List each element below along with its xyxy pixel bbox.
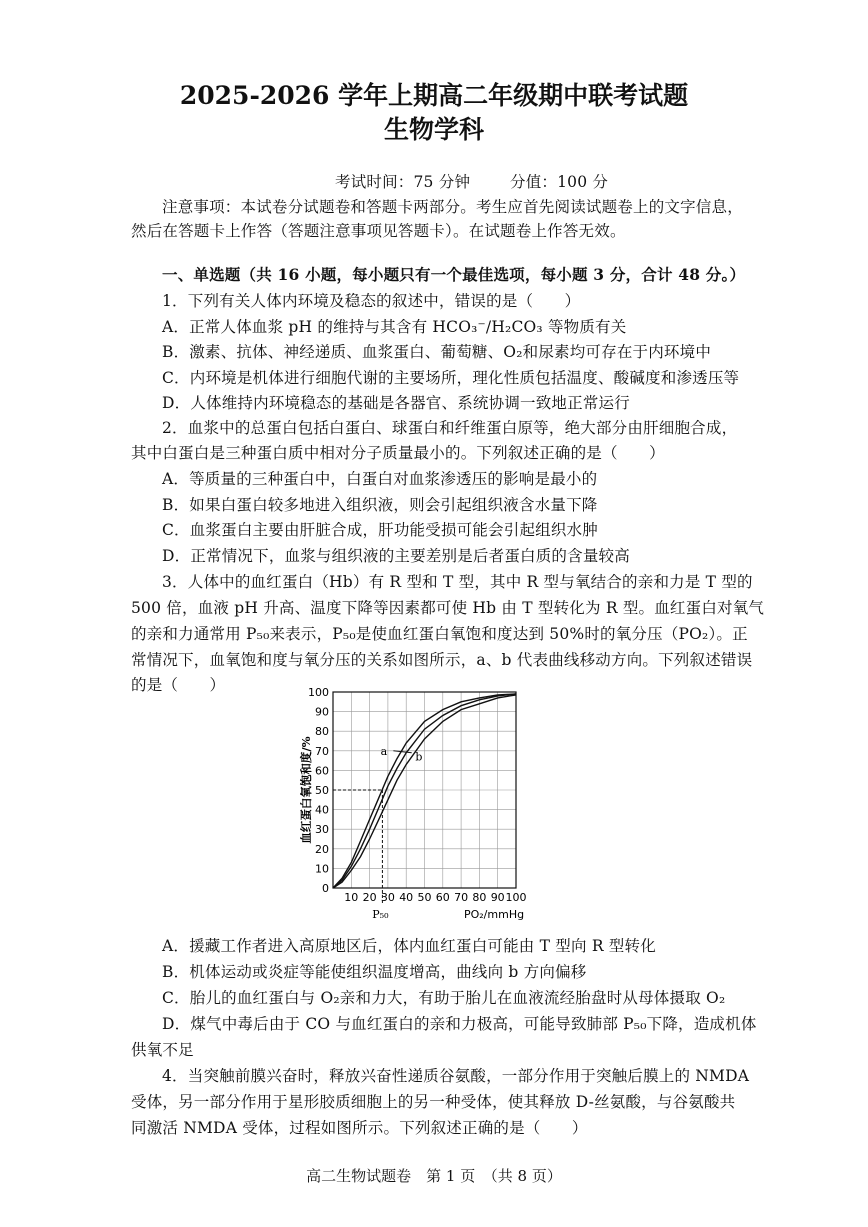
q3-option-d-1: D．煤气中毒后由于 CO 与血红蛋白的亲和力极高，可能导致肺部 P₅₀下降，造成机体 [162,1015,757,1033]
x-tick-label: 70 [454,891,469,904]
x-tick-label: 90 [490,891,505,904]
y-tick-label: 100 [308,686,329,699]
q3-stem-3: 的亲和力通常用 P₅₀来表示，P₅₀是使血红蛋白氧饱和度达到 50%时的氧分压（PO₂）。正 [131,625,748,643]
q1-option-d: D．人体维持内环境稳态的基础是各器官、系统协调一致地正常运行 [162,394,630,412]
page-footer: 高二生物试题卷 第 1 页 （共 8 页） [306,1167,562,1185]
x-tick-label: 50 [417,891,432,904]
q4-stem-3: 同激活 NMDA 受体，过程如图所示。下列叙述正确的是（ ） [131,1119,588,1137]
x-tick-label: 10 [344,891,359,904]
y-tick-label: 40 [315,803,329,817]
curve-label-a: a [380,744,388,758]
oxygen-dissociation-chart [296,684,536,924]
x-tick-label: 20 [362,891,377,904]
y-tick-label: 30 [315,823,329,837]
q3-option-a: A．援藏工作者进入高原地区后，体内血红蛋白可能由 T 型向 R 型转化 [162,937,656,955]
y-axis-label: 血红蛋白氧饱和度/% [299,736,313,844]
exam-time: 考试时间：75 分钟 [335,173,471,191]
subject-title: 生物学科 [383,115,484,144]
x-tick-label: 100 [505,891,527,904]
curve-label-b: b [415,750,423,764]
notice-line-1: 注意事项：本试卷分试题卷和答题卡两部分。考生应首先阅读试题卷上的文字信息， [162,198,743,216]
section-heading: 一、单选题（共 16 小题，每小题只有一个最佳选项，每小题 3 分，合计 48 分。） [162,265,746,284]
p50-label: P₅₀ [372,908,389,921]
exam-title: 2025-2026 学年上期高二年级期中联考试题 [179,81,689,110]
x-tick-label: 60 [435,891,450,904]
y-tick-label: 70 [315,744,329,758]
q3-stem-2: 500 倍，血液 pH 升高、温度下降等因素都可使 Hb 由 T 型转化为 R 型。血红蛋白对氧气 [131,599,765,617]
y-tick-label: 0 [322,882,329,895]
y-tick-label: 50 [315,784,329,797]
q2-option-a: A．等质量的三种蛋白中，白蛋白对血浆渗透压的影响是最小的 [162,470,598,488]
q3-stem-4: 常情况下，血氧饱和度与氧分压的关系如图所示，a、b 代表曲线移动方向。下列叙述错误 [131,651,753,669]
q1-stem: 1．下列有关人体内环境及稳态的叙述中，错误的是（ ） [162,292,581,310]
y-tick-label: 60 [315,764,329,778]
x-tick-label: 40 [399,891,414,904]
q1-option-a: A．正常人体血浆 pH 的维持与其含有 HCO₃⁻/H₂CO₃ 等物质有关 [162,318,627,336]
y-tick-label: 10 [315,862,329,876]
q3-option-c: C．胎儿的血红蛋白与 O₂亲和力大，有助于胎儿在血液流经胎盘时从母体摄取 O₂ [162,989,726,1007]
q1-option-c: C．内环境是机体进行细胞代谢的主要场所，理化性质包括温度、酸碱度和渗透压等 [162,369,740,387]
q2-option-d: D．正常情况下，血浆与组织液的主要差别是后者蛋白质的含量较高 [162,547,630,565]
q2-option-c: C．血浆蛋白主要由肝脏合成，肝功能受损可能会引起组织水肿 [162,521,598,539]
q3-stem-1: 3．人体中的血红蛋白（Hb）有 R 型和 T 型，其中 R 型与氧结合的亲和力是 T 型的 [162,573,753,591]
q4-stem-1: 4．当突触前膜兴奋时，释放兴奋性递质谷氨酸，一部分作用于突触后膜上的 NMDA [162,1067,750,1085]
y-tick-label: 90 [315,705,329,719]
y-tick-label: 80 [315,725,329,739]
q3-option-b: B．机体运动或炎症等能使组织温度增高，曲线向 b 方向偏移 [162,963,587,981]
q2-stem-2: 其中白蛋白是三种蛋白质中相对分子质量最小的。下列叙述正确的是（ ） [131,444,665,462]
y-tick-label: 20 [315,842,329,856]
x-axis-label: PO₂/mmHg [463,908,525,921]
x-tick-label: 30 [380,891,395,904]
notice-line-2: 然后在答题卡上作答（答题注意事项见答题卡）。在试题卷上作答无效。 [131,222,626,240]
exam-score: 分值：100 分 [510,173,609,191]
q3-option-d-2: 供氧不足 [131,1041,194,1059]
x-tick-label: 80 [472,891,487,904]
q2-option-b: B．如果白蛋白较多地进入组织液，则会引起组织液含水量下降 [162,496,598,514]
q3-stem-5: 的是（ ） [131,676,226,694]
q2-stem-1: 2．血浆中的总蛋白包括白蛋白、球蛋白和纤维蛋白原等，绝大部分由肝细胞合成， [162,419,738,437]
q1-option-b: B．激素、抗体、神经递质、血浆蛋白、葡萄糖、O₂和尿素均可存在于内环境中 [162,343,712,361]
q4-stem-2: 受体，另一部分作用于星形胶质细胞上的另一种受体，使其释放 D-丝氨酸，与谷氨酸共 [131,1093,736,1111]
